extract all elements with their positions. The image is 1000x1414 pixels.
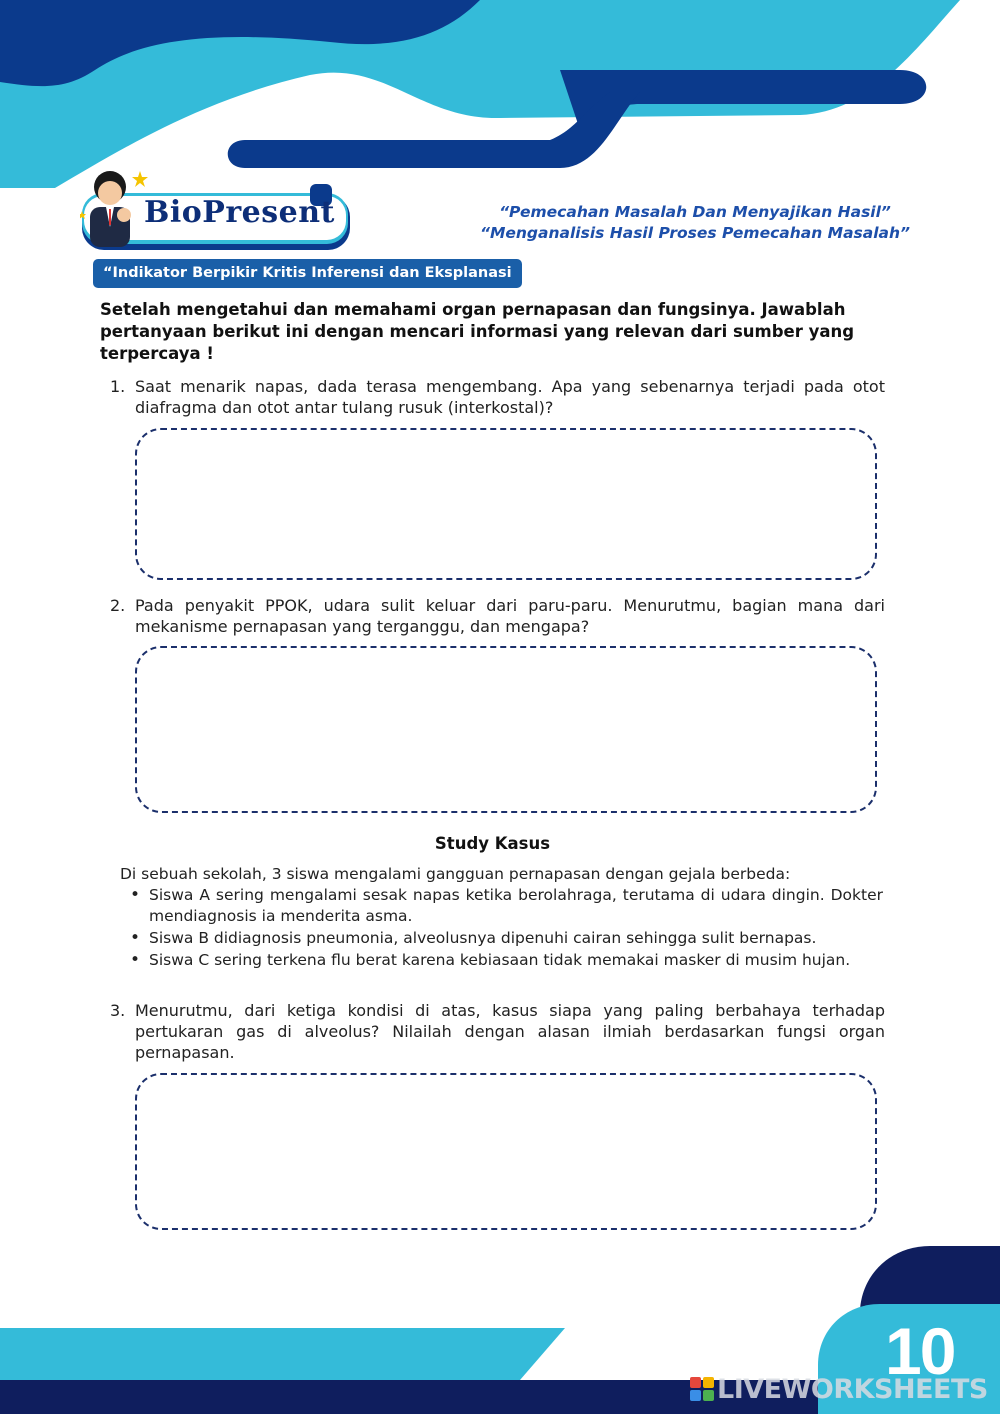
question-2 [110,595,885,637]
question-text: Pada penyakit PPOK, udara sulit keluar dari paru-paru. Menurutmu, bagian mana dari mekanisme pernapasan yang terganggu, dan mengapa? [135,596,885,636]
list-item: • Siswa B didiagnosis pneumonia, alveolusnya dipenuhi cairan sehingga sulit bernapas. [130,928,883,949]
question-text: Menurutmu, dari ketiga kondisi di atas, kasus siapa yang paling berbahaya terhadap pertukaran gas di alveolus? Nilailah dengan alasan ilmiah berdasarkan fungsi organ pernapasan. [135,1001,885,1062]
study-case-list [130,885,883,972]
subtitle-analysis: “Menganalisis Hasil Proses Pemecahan Masalah” [479,224,911,242]
instruction-text: Setelah mengetahui dan memahami organ pernapasan dan fungsinya. Jawablah pertanyaan berikut ini dengan mencari informasi yang relevan dari sumber yang terpercaya ! [100,300,855,363]
question-number: 3. [110,1001,126,1020]
list-item: • Siswa C sering terkena flu berat karena kebiasaan tidak memakai masker di musim hujan. [130,950,883,971]
study-case-title: Study Kasus [434,834,551,853]
answer-box-2[interactable] [135,646,877,813]
biopresent-logo [80,165,355,255]
logo-text: BioPresent [144,195,335,230]
answer-box-3[interactable] [135,1073,877,1230]
question-text: Saat menarik napas, dada terasa mengembang. Apa yang sebenarnya terjadi pada otot diafragma dan otot antar tulang rusuk (interkostal)? [135,377,885,417]
question-number: 1. [110,377,126,396]
question-3 [110,1000,885,1063]
subtitle-problem-solving: “Pemecahan Masalah Dan Menyajikan Hasil” [499,203,891,221]
watermark-text: LIVEWORKSHEETS [717,1373,988,1405]
cyan-strip-shape [0,1328,565,1380]
page-number: 10 [885,1314,955,1388]
study-case-intro: Di sebuah sekolah, 3 siswa mengalami gangguan pernapasan dengan gejala berbeda: [120,865,791,883]
list-item: • Siswa A sering mengalami sesak napas ketika berolahraga, terutama di udara dingin. Dokter mendiagnosis ia menderita asma. [130,885,883,927]
answer-box-1[interactable] [135,428,877,580]
liveworksheets-logo-icon [690,1377,714,1401]
question-1 [110,376,885,418]
liveworksheets-watermark [690,1373,988,1405]
question-number: 2. [110,596,126,615]
indicator-badge: “Indikator Berpikir Kritis Inferensi dan Eksplanasi [93,259,522,288]
header-subtitles [440,202,950,244]
